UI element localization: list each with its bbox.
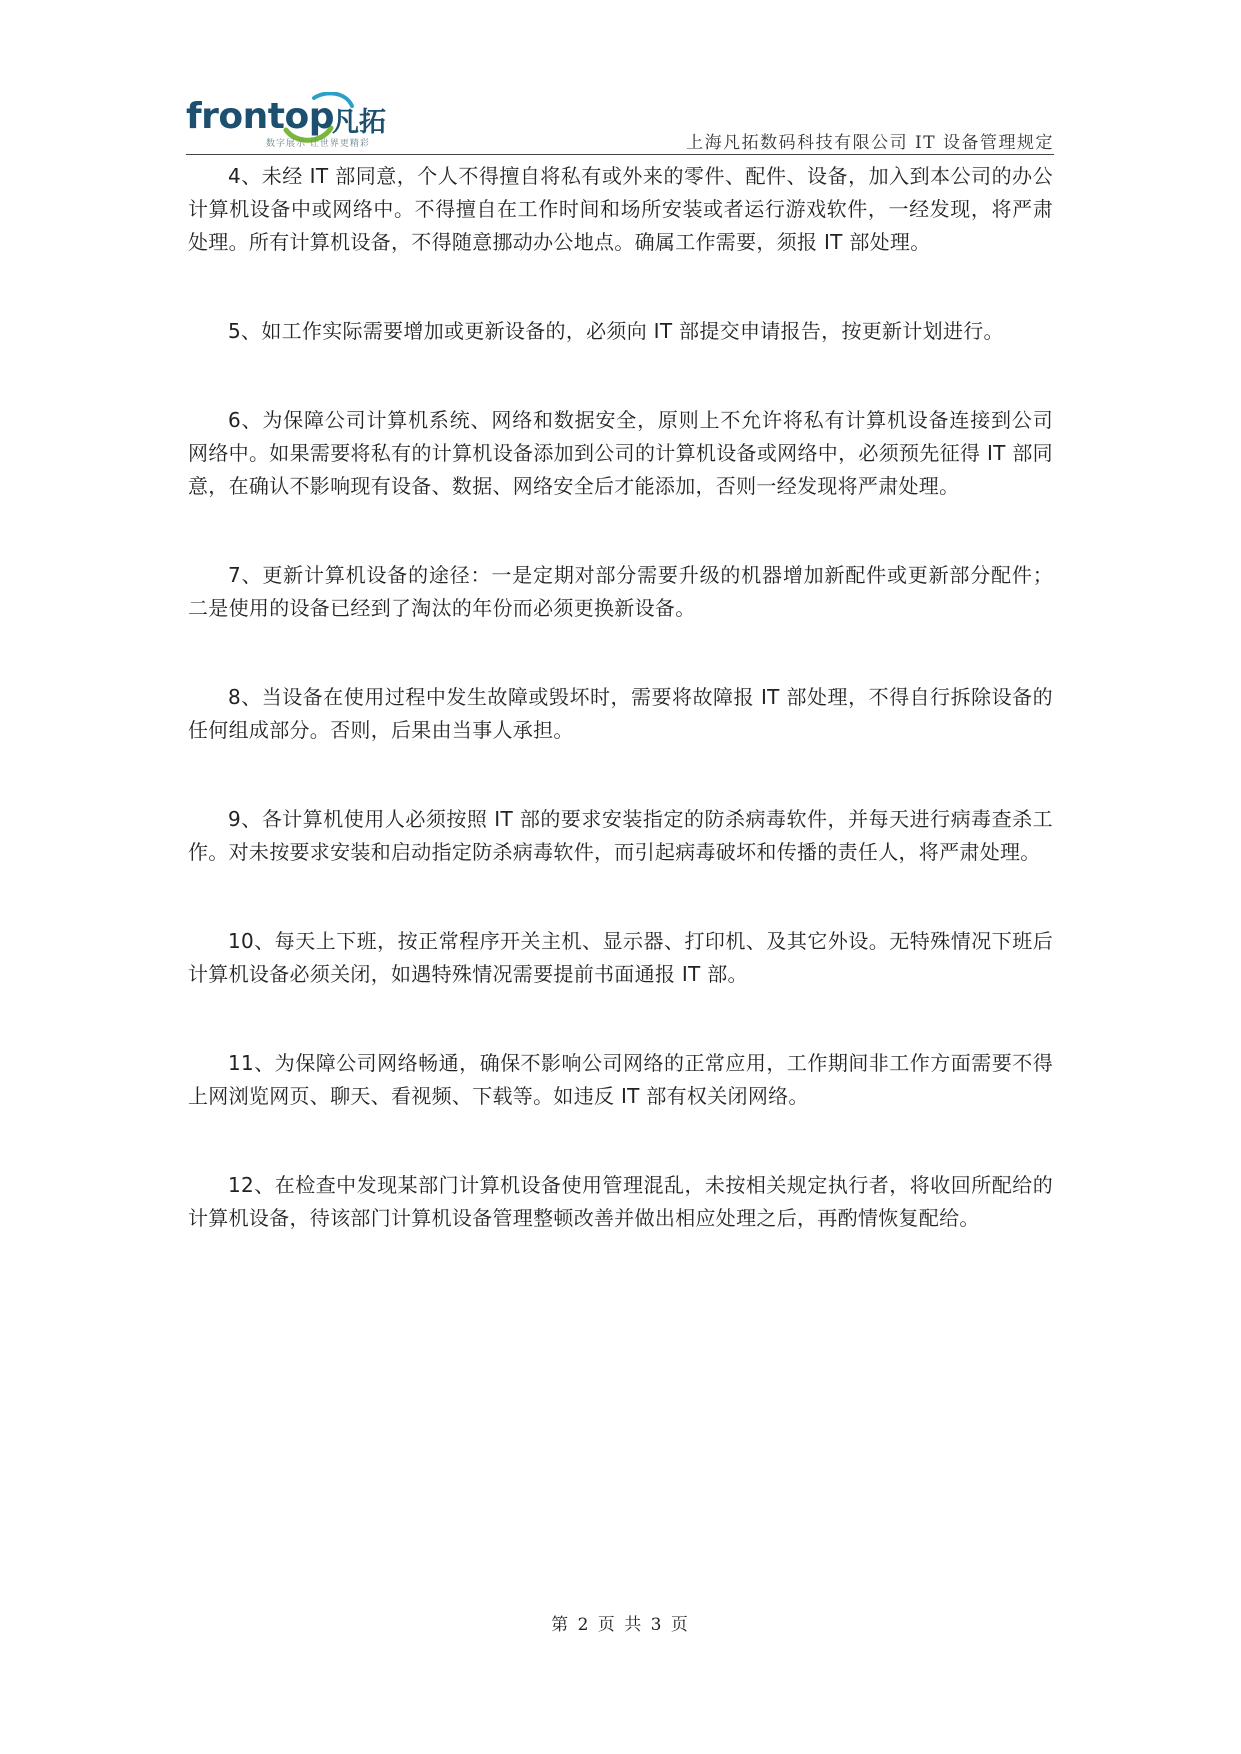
document-title: 上海凡拓数码科技有限公司 IT 设备管理规定: [686, 133, 1054, 153]
page-number: 第 2 页 共 3 页: [551, 1615, 690, 1635]
clause-7: 7、更新计算机设备的途径：一是定期对部分需要升级的机器增加新配件或更新部分配件；二是使用的设备已经到了淘汰的年份而必须更换新设备。: [188, 563, 1053, 620]
page-header: [186, 92, 1054, 160]
clause-5: 5、如工作实际需要增加或更新设备的，必须向 IT 部提交申请报告，按更新计划进行。: [228, 319, 1004, 343]
clause-8: 8、当设备在使用过程中发生故障或毁坏时，需要将故障报 IT 部处理，不得自行拆除设备的任何组成部分。否则，后果由当事人承担。: [188, 685, 1053, 742]
logo-chinese: 凡拓: [332, 107, 386, 138]
clause-9: 9、各计算机使用人必须按照 IT 部的要求安装指定的防杀病毒软件，并每天进行病毒查杀工作。对未按要求安装和启动指定防杀病毒软件，而引起病毒破坏和传播的责任人，将严肃处理。: [188, 807, 1053, 864]
clause-10: 10、每天上下班，按正常程序开关主机、显示器、打印机、及其它外设。无特殊情况下班后计算机设备必须关闭，如遇特殊情况需要提前书面通报 IT 部。: [188, 929, 1053, 986]
company-logo: [186, 92, 416, 152]
clause-4: 4、未经 IT 部同意，个人不得擅自将私有或外来的零件、配件、设备，加入到本公司的办公计算机设备中或网络中。不得擅自在工作时间和场所安装或者运行游戏软件，一经发现，将严肃处理。所有计算机设备，不得随意挪动办公地点。确属工作需要，须报 IT 部处理。: [188, 164, 1053, 254]
document-body: [188, 160, 1053, 1291]
logo-wordmark: frontop: [186, 96, 334, 137]
header-divider: [186, 154, 1054, 155]
clause-6: 6、为保障公司计算机系统、网络和数据安全，原则上不允许将私有计算机设备连接到公司网络中。如果需要将私有的计算机设备添加到公司的计算机设备或网络中，必须预先征得 IT 部同意，在确认不影响现有设备、数据、网络安全后才能添加，否则一经发现将严肃处理。: [188, 408, 1053, 498]
clause-11: 11、为保障公司网络畅通，确保不影响公司网络的正常应用，工作期间非工作方面需要不得上网浏览网页、聊天、看视频、下载等。如违反 IT 部有权关闭网络。: [188, 1051, 1053, 1108]
logo-tagline: 数字展示 让世界更精彩: [266, 139, 370, 149]
clause-12: 12、在检查中发现某部门计算机设备使用管理混乱，未按相关规定执行者，将收回所配给的计算机设备，待该部门计算机设备管理整顿改善并做出相应处理之后，再酌情恢复配给。: [188, 1173, 1053, 1230]
